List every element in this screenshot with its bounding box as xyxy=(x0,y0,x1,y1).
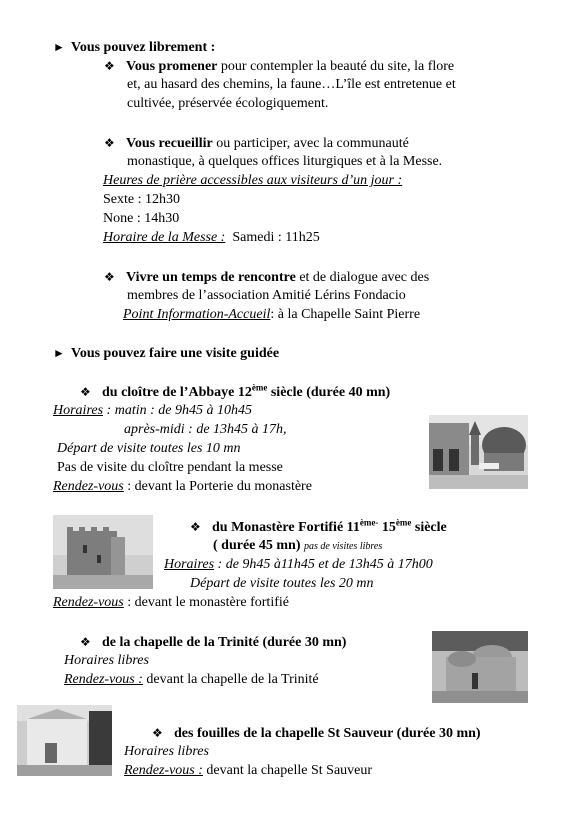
monastere-sup1: ème- xyxy=(359,517,379,528)
diamond-bullet-icon: ❖ xyxy=(104,59,115,73)
section-heading-visite-guidee xyxy=(53,344,279,363)
cloitre-horaires-label: Horaires xyxy=(53,403,104,418)
monastere-duree: ( durée 45 mn) xyxy=(213,538,301,553)
arrow-right-icon: ► xyxy=(53,346,65,360)
cloitre-pas-visite: Pas de visite du cloître pendant la messe xyxy=(57,460,283,475)
cloitre-depart: Départ de visite toutes les 10 mn xyxy=(57,441,241,456)
monastere-rdv-value: : devant le monastère fortifié xyxy=(123,595,289,610)
trinite-horaires: Horaires libres xyxy=(64,653,149,668)
sauveur-horaires: Horaires libres xyxy=(124,744,209,759)
cloitre-title-a: du cloître de l’Abbaye 12 xyxy=(102,385,252,400)
monastere-fortifie-photo xyxy=(53,515,153,589)
heading-text: Vous pouvez librement : xyxy=(71,40,216,55)
cloitre-rdv xyxy=(53,478,312,496)
monastere-title-c: siècle xyxy=(411,520,447,535)
sexte-time: Sexte : 12h30 xyxy=(103,192,180,207)
cloitre-title xyxy=(80,383,390,402)
cloitre-horaires-value: : matin : de 9h45 à 10h45 xyxy=(103,403,252,418)
chapelle-st-sauveur-photo xyxy=(17,705,112,776)
none-time: None : 14h30 xyxy=(103,211,180,226)
mass-label: Horaire de la Messe : xyxy=(103,230,226,245)
monastere-horaires-label: Horaires xyxy=(164,557,215,572)
rencontre-line2: membres de l’association Amitié Lérins Fondacio xyxy=(127,288,406,303)
monastere-rdv-label: Rendez-vous xyxy=(53,595,124,610)
rencontre-line1 xyxy=(104,268,429,287)
sauveur-title-text: des fouilles de la chapelle St Sauveur (durée 30 mn) xyxy=(174,726,481,741)
trinite-rdv-value: devant la chapelle de la Trinité xyxy=(142,672,319,687)
sauveur-rdv-label: Rendez-vous : xyxy=(124,763,203,778)
mass-value: Samedi : 11h25 xyxy=(225,230,320,245)
recueillir-bold: Vous recueillir xyxy=(126,136,213,151)
point-info-line xyxy=(123,306,420,324)
cloitre-apres-midi: après-midi : de 13h45 à 17h, xyxy=(124,422,287,437)
trinite-rdv xyxy=(64,671,319,689)
monastere-horaires xyxy=(164,556,433,574)
promener-line3: cultivée, préservée écologiquement. xyxy=(127,96,329,111)
monastere-depart: Départ de visite toutes les 20 mn xyxy=(190,576,374,591)
promener-line1 xyxy=(104,57,454,76)
chapelle-trinite-photo xyxy=(432,631,528,703)
monastere-pas-libres: pas de visites libres xyxy=(304,541,383,552)
sauveur-rdv-value: devant la chapelle St Sauveur xyxy=(202,763,373,778)
diamond-bullet-icon: ❖ xyxy=(80,635,91,649)
diamond-bullet-icon: ❖ xyxy=(190,520,201,534)
diamond-bullet-icon: ❖ xyxy=(104,136,115,150)
promener-line2: et, au hasard des chemins, la faune…L’île est entretenue et xyxy=(127,77,456,92)
rencontre-rest: et de dialogue avec des xyxy=(295,270,430,285)
cloitre-title-sup: ème xyxy=(251,382,268,393)
recueillir-line1 xyxy=(104,134,409,153)
arrow-right-icon: ► xyxy=(53,40,65,54)
monastere-horaires-value: : de 9h45 à11h45 et de 13h45 à 17h00 xyxy=(214,557,433,572)
diamond-bullet-icon: ❖ xyxy=(80,385,91,399)
cloitre-title-b: siècle (durée 40 mn) xyxy=(267,385,391,400)
cloitre-rdv-value: : devant la Porterie du monastère xyxy=(123,479,312,494)
monastere-rdv xyxy=(53,594,289,612)
monastere-title xyxy=(190,518,447,537)
rencontre-bold: Vivre un temps de rencontre xyxy=(126,270,296,285)
trinite-rdv-label: Rendez-vous : xyxy=(64,672,143,687)
prayer-hours-label: Heures de prière accessibles aux visiteurs d’un jour : xyxy=(103,173,403,188)
monastere-title-a: du Monastère Fortifié 11 xyxy=(212,520,360,535)
recueillir-line2: monastique, à quelques offices liturgiques et à la Messe. xyxy=(127,154,443,169)
monastere-duree-line xyxy=(213,537,382,556)
mass-time xyxy=(103,229,320,247)
heading-text: Vous pouvez faire une visite guidée xyxy=(71,346,280,361)
diamond-bullet-icon: ❖ xyxy=(104,270,115,284)
monastere-sup2: ème xyxy=(395,517,412,528)
monastere-title-b: 15 xyxy=(378,520,396,535)
promener-rest: pour contempler la beauté du site, la flore xyxy=(217,59,455,74)
cloitre-horaires xyxy=(53,402,252,420)
cloitre-rdv-label: Rendez-vous xyxy=(53,479,124,494)
sauveur-title xyxy=(152,724,481,743)
promener-bold: Vous promener xyxy=(126,59,218,74)
diamond-bullet-icon: ❖ xyxy=(152,726,163,740)
section-heading-librement xyxy=(53,38,215,57)
sauveur-rdv xyxy=(124,762,372,780)
point-info-value: : à la Chapelle Saint Pierre xyxy=(270,307,421,322)
trinite-title xyxy=(80,633,346,652)
recueillir-rest: ou participer, avec la communauté xyxy=(212,136,409,151)
trinite-title-text: de la chapelle de la Trinité (durée 30 mn) xyxy=(102,635,347,650)
cloitre-photo xyxy=(429,415,528,489)
point-info-label: Point Information-Accueil xyxy=(123,307,271,322)
